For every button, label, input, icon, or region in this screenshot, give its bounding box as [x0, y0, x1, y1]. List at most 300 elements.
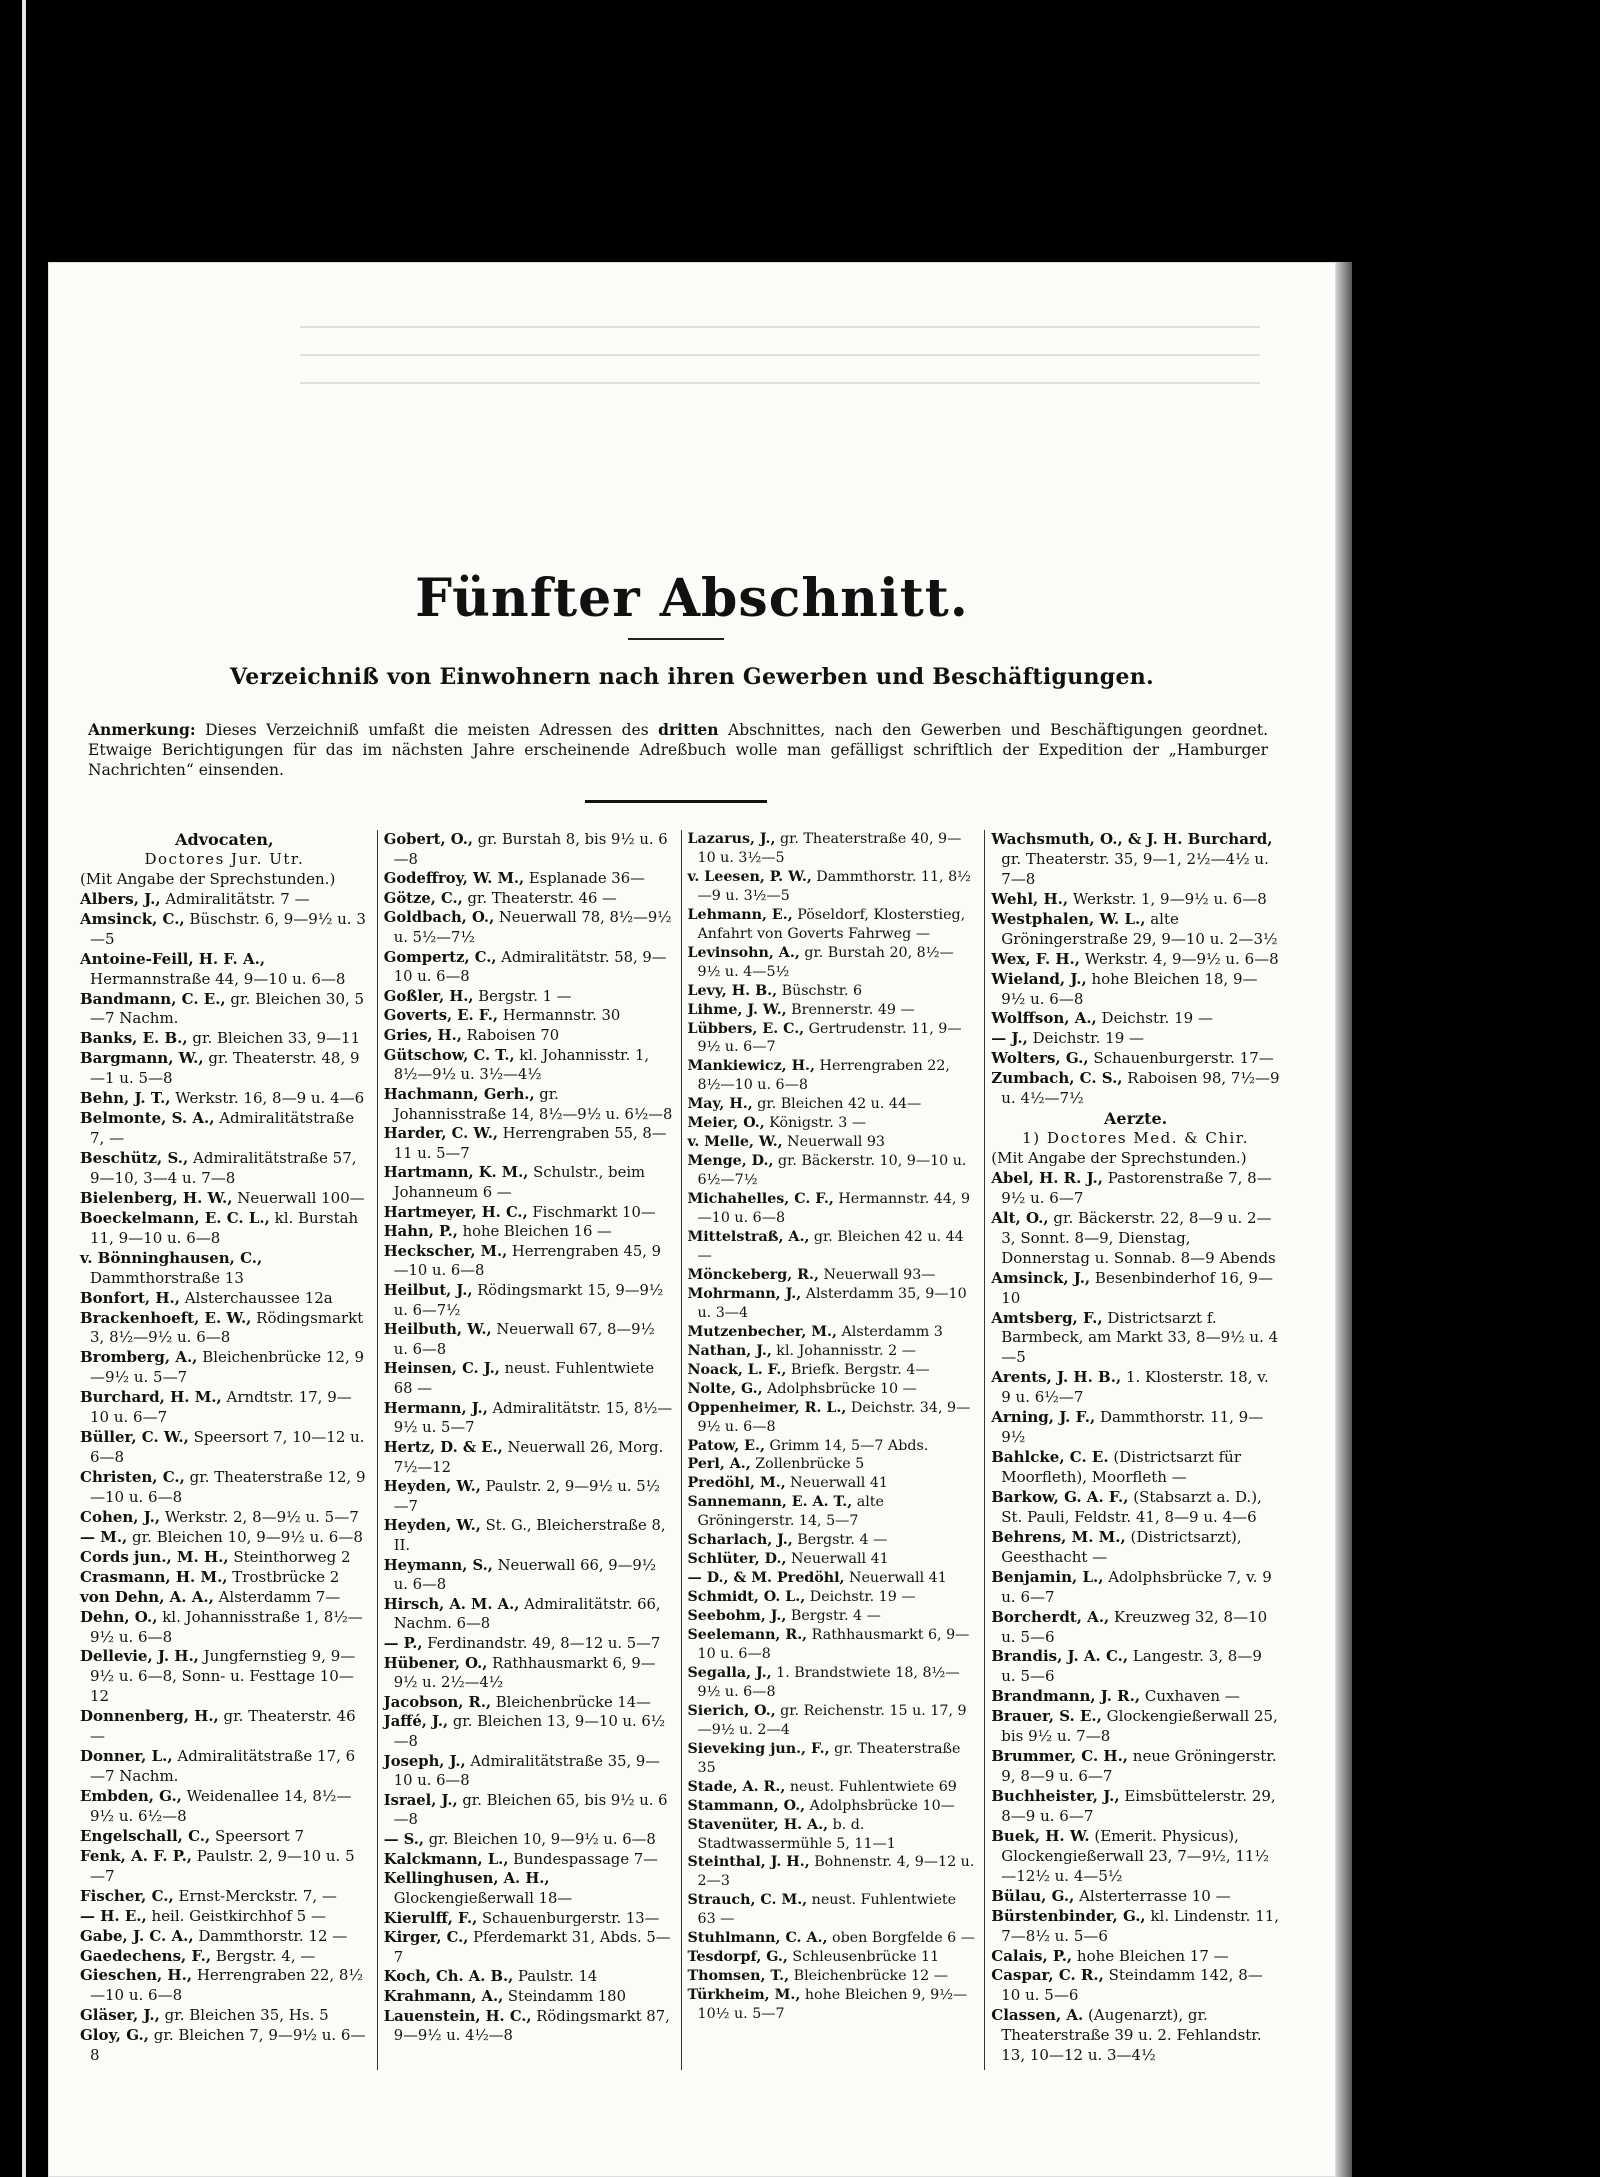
entry-address: Dammthorstr. 11, 8½—9 u. 3½—5 — [697, 868, 971, 904]
directory-entry — [688, 982, 977, 1001]
directory-entry — [688, 868, 977, 906]
entry-address: Deichstr. 19 — — [805, 1589, 916, 1606]
entry-address: Werkstr. 2, 8—9½ u. 5—7 — [160, 1507, 359, 1526]
directory-entry — [384, 908, 673, 947]
entry-name: Goverts, E. F., — [383, 1007, 499, 1025]
directory-columns — [80, 830, 1280, 2070]
directory-entry — [384, 1085, 673, 1124]
directory-entry — [991, 2006, 1280, 2066]
entry-address: Admiralitätstraße 35, 9—10 u. 6—8 — [393, 1752, 660, 1790]
entry-address: Admiralitätstr. 15, 8½—9½ u. 5—7 — [393, 1399, 673, 1437]
entry-name: — D., & M. Predöhl, — [687, 1570, 845, 1587]
entry-name: Brandis, J. A. C., — [991, 1647, 1129, 1666]
entry-address: (Districtsarzt), Geesthacht — — [1001, 1527, 1242, 1566]
entry-address: Pöseldorf, Klosterstieg, Anfahrt von Goverts Fahrweg — — [697, 906, 966, 942]
entry-name: Thomsen, T., — [687, 1968, 790, 1985]
directory-entry — [991, 1309, 1280, 1369]
directory-entry — [80, 1787, 369, 1827]
entry-address: Ernst-Merckstr. 7, — — [173, 1886, 337, 1905]
directory-entry — [688, 1664, 977, 1702]
remark-emphasis: dritten — [658, 720, 719, 739]
entry-name: Sannemann, E. A. T., — [687, 1494, 853, 1511]
entry-address: Raboisen 98, 7½—9 u. 4½—7½ — [1001, 1069, 1280, 1108]
directory-entry — [384, 1006, 673, 1026]
column-3 — [681, 830, 977, 2070]
directory-entry — [80, 1189, 369, 1209]
entry-address: Bergstr. 1 — — [473, 987, 572, 1005]
entry-address: Rödingsmarkt 15, 9—9½ u. 6—7½ — [393, 1282, 664, 1319]
directory-entry — [80, 1089, 369, 1109]
directory-entry — [384, 2007, 673, 2046]
entry-address: Rathhausmarkt 6, 9—10 u. 6—8 — [697, 1627, 970, 1662]
entry-name: Lihme, J. W., — [687, 1001, 787, 1018]
entry-address: Schleusenbrücke 11 — [787, 1949, 940, 1966]
directory-entry — [688, 1455, 977, 1474]
directory-entry — [991, 910, 1280, 950]
directory-entry — [384, 1438, 673, 1477]
entry-address: Hermannstraße 44, 9—10 u. 6—8 — [90, 969, 346, 988]
entry-address: gr. Theaterstr. 46 — — [462, 889, 617, 907]
entry-name: Dellevie, J. H., — [80, 1647, 199, 1666]
entry-address: Bergstr. 4, — — [211, 1946, 316, 1965]
directory-entry — [384, 1752, 673, 1791]
entry-address: Speersort 7 — [210, 1826, 305, 1845]
directory-entry — [80, 1647, 369, 1707]
column-2 — [377, 830, 673, 2070]
entry-address: Zollenbrücke 5 — [750, 1456, 865, 1473]
entry-address: Neuerwall 41 — [785, 1475, 888, 1492]
entry-name: Fenk, A. F. P., — [80, 1846, 193, 1865]
directory-entry — [384, 987, 673, 1007]
entry-address: gr. Reichenstr. 15 u. 17, 9—9½ u. 2—4 — [697, 1702, 967, 1738]
entry-name: Gieschen, H., — [80, 1966, 193, 1985]
directory-entry — [688, 1323, 977, 1342]
entry-address: Bleichenbrücke 12, 9—9½ u. 5—7 — [90, 1348, 365, 1387]
entry-name: Schlüter, D., — [687, 1551, 787, 1568]
entry-address: alte Gröningerstraße 29, 9—10 u. 2—3½ — [1001, 909, 1278, 948]
entry-name: Albers, J., — [80, 889, 161, 908]
directory-entry — [991, 1209, 1280, 1269]
category-heading: Advocaten, — [175, 830, 274, 849]
entry-name: Tesdorpf, G., — [687, 1949, 788, 1966]
entry-name: von Dehn, A. A., — [80, 1587, 214, 1606]
entry-name: Seelemann, R., — [687, 1627, 808, 1644]
directory-entry — [80, 1528, 369, 1548]
directory-entry — [80, 1608, 369, 1648]
entry-address: Bohnenstr. 4, 9—12 u. 2—3 — [697, 1854, 975, 1890]
entry-address: Steinthorweg 2 — [228, 1547, 351, 1566]
directory-entry — [384, 1203, 673, 1223]
entry-name: Goldbach, O., — [383, 909, 495, 927]
directory-entry — [384, 948, 673, 987]
directory-entry — [80, 1887, 369, 1907]
category-subheading: Doctores Jur. Utr. — [144, 849, 305, 868]
directory-entry — [991, 1787, 1280, 1827]
column-4 — [984, 830, 1280, 2070]
directory-entry — [80, 2006, 369, 2026]
entry-address: Ferdinandstr. 49, 8—12 u. 5—7 — [422, 1634, 661, 1652]
entry-name: v. Leesen, P. W., — [687, 868, 812, 885]
entry-address: kl. Burstah 11, 9—10 u. 6—8 — [90, 1208, 359, 1247]
directory-entry — [384, 1850, 673, 1870]
entry-address: Neuerwall 66, 9—9½ u. 6—8 — [393, 1556, 657, 1594]
entry-address: b. d. Stadtwassermühle 5, 11—1 — [697, 1816, 896, 1852]
directory-entry — [688, 1361, 977, 1380]
entry-address: Bergstr. 4 — — [786, 1608, 881, 1625]
entry-name: Bargmann, W., — [80, 1049, 204, 1068]
entry-address: gr. Theaterstraße 35 — [697, 1740, 961, 1776]
entry-address: Esplanade 36— — [524, 870, 645, 888]
entry-name: Wolffson, A., — [991, 1009, 1097, 1028]
directory-entry — [688, 1929, 977, 1948]
entry-name: — M., — [80, 1527, 128, 1546]
entry-address: Arndtstr. 17, 9—10 u. 6—7 — [90, 1388, 352, 1427]
directory-entry — [80, 1209, 369, 1249]
directory-entry — [991, 830, 1280, 890]
entry-address: Werkstr. 4, 9—9½ u. 6—8 — [1080, 949, 1279, 968]
entry-name: Westphalen, W. L., — [991, 909, 1146, 928]
entry-address: Trostbrücke 2 — [227, 1567, 340, 1586]
directory-entry — [80, 1109, 369, 1149]
entry-name: Hartmeyer, H. C., — [383, 1203, 528, 1221]
entry-name: Türkheim, M., — [687, 1987, 801, 2004]
entry-name: Donner, L., — [80, 1747, 173, 1766]
directory-entry — [80, 1388, 369, 1428]
entry-address: neue Gröningerstr. 9, 8—9 u. 6—7 — [1001, 1747, 1277, 1786]
entry-address: Büschstr. 6 — [777, 982, 863, 999]
entry-name: Calais, P., — [991, 1946, 1073, 1965]
directory-entry — [80, 1588, 369, 1608]
directory-entry — [384, 1222, 673, 1242]
entry-address: Bundespassage 7— — [508, 1850, 658, 1868]
entry-address: Rathhausmarkt 6, 9—9½ u. 2½—4½ — [393, 1654, 656, 1692]
entry-address: gr. Theaterstraße 12, 9—10 u. 6—8 — [90, 1468, 366, 1506]
entry-name: Stade, A. R., — [687, 1778, 786, 1795]
directory-entry — [688, 1778, 977, 1797]
entry-name: Heinsen, C. J., — [383, 1360, 500, 1378]
entry-name: Hertz, D. & E., — [383, 1438, 503, 1456]
entry-name: Krahmann, A., — [383, 1987, 504, 2005]
entry-name: Götze, C., — [383, 889, 463, 907]
directory-entry — [688, 1967, 977, 1986]
directory-entry — [384, 1928, 673, 1967]
entry-name: Segalla, J., — [687, 1664, 772, 1681]
entry-name: Arents, J. H. B., — [991, 1368, 1122, 1387]
directory-entry — [688, 1986, 977, 2024]
entry-name: Harder, C. W., — [383, 1125, 498, 1143]
directory-entry — [80, 1508, 369, 1528]
entry-name: Strauch, C. M., — [687, 1892, 808, 1909]
directory-entry — [688, 1114, 977, 1133]
entry-address: Rödingsmarkt 3, 8½—9½ u. 6—8 — [90, 1308, 364, 1347]
entry-address: Besenbinderhof 16, 9—10 — [1001, 1268, 1273, 1307]
directory-entry — [688, 1891, 977, 1929]
entry-address: gr. Johannisstraße 14, 8½—9½ u. 6½—8 — [393, 1085, 673, 1123]
entry-address: Paulstr. 2, 9—9½ u. 5½—7 — [393, 1478, 660, 1515]
entry-address: Dammthorstr. 12 — — [193, 1926, 348, 1945]
entry-address: kl. Johannisstr. 2 — — [771, 1342, 916, 1359]
entry-address: Jungfernstieg 9, 9—9½ u. 6—8, Sonn- u. Festtage 10—12 — [90, 1647, 356, 1706]
entry-name: Perl, A., — [687, 1456, 751, 1473]
directory-entry — [384, 1987, 673, 2007]
entry-name: Embden, G., — [80, 1787, 182, 1805]
directory-entry — [991, 1069, 1280, 1109]
directory-entry — [80, 1348, 369, 1388]
entry-name: Brandmann, J. R., — [991, 1687, 1141, 1706]
entry-address: Eimsbüttelerstr. 29, 8—9 u. 6—7 — [1001, 1787, 1276, 1825]
entry-name: Buchheister, J., — [991, 1787, 1120, 1805]
entry-address: Glockengießerwall 25, bis 9½ u. 7—8 — [1001, 1707, 1278, 1746]
entry-address: Alsterchaussee 12a — [179, 1288, 333, 1307]
entry-name: Brummer, C. H., — [991, 1747, 1129, 1766]
entry-address: Kreuzweg 32, 8—10 u. 5—6 — [1001, 1607, 1268, 1646]
entry-name: Kierulff, F., — [383, 1909, 478, 1927]
directory-entry — [688, 1020, 977, 1058]
directory-entry — [384, 1791, 673, 1830]
entry-address: Alsterdamm 7— — [213, 1587, 341, 1606]
entry-name: Gries, H., — [383, 1027, 462, 1045]
directory-entry — [384, 1556, 673, 1595]
entry-name: Benjamin, L., — [991, 1567, 1104, 1586]
entry-address: Districtsarzt f. Barmbeck, am Markt 33, 8—9½ u. 4—5 — [1001, 1308, 1279, 1367]
entry-name: Menge, D., — [687, 1153, 774, 1170]
entry-address: Adolphsbrücke 7, v. 9 u. 6—7 — [1001, 1567, 1272, 1606]
directory-entry — [688, 1740, 977, 1778]
entry-name: Heyden, W., — [383, 1478, 481, 1496]
entry-address: Schauenburgerstr. 13— — [477, 1909, 660, 1927]
entry-name: Meier, O., — [687, 1115, 765, 1132]
entry-name: Bandmann, C. E., — [80, 989, 226, 1008]
entry-address: oben Borgfelde 6 — — [827, 1930, 976, 1947]
entry-address: gr. Theaterstraße 40, 9—10 u. 3½—5 — [697, 831, 962, 866]
entry-address: Admiralitätstraße 17, 6—7 Nachm. — [90, 1747, 356, 1786]
entry-name: Hartmann, K. M., — [383, 1164, 529, 1182]
directory-entry — [688, 1399, 977, 1437]
entry-address: Herrengraben 45, 9—10 u. 6—8 — [393, 1242, 662, 1280]
entry-address: Admiralitätstraße 57, 9—10, 3—4 u. 7—8 — [90, 1149, 357, 1187]
entry-name: Banks, E. B., — [80, 1029, 188, 1048]
directory-entry — [80, 990, 369, 1030]
entry-name: Godeffroy, W. M., — [383, 870, 525, 888]
directory-entry — [991, 1528, 1280, 1568]
entry-name: Wex, F. H., — [991, 949, 1081, 968]
entry-name: Bahlcke, C. E. — [991, 1448, 1109, 1467]
directory-entry — [80, 910, 369, 950]
entry-address: Grimm 14, 5—7 Abds. — [764, 1437, 929, 1454]
entry-address: Herrengraben 22, 8½—10 u. 6—8 — [90, 1966, 363, 2005]
entry-address: Neuerwall 67, 8—9½ u. 6—8 — [393, 1321, 655, 1358]
entry-name: Lazarus, J., — [687, 831, 776, 847]
entry-address: gr. Burstah 20, 8½—9½ u. 4—5½ — [697, 944, 954, 980]
directory-entry — [384, 1320, 673, 1359]
directory-entry — [80, 1049, 369, 1089]
directory-entry — [991, 1049, 1280, 1069]
entry-address: hohe Bleichen 9, 9½—10½ u. 5—7 — [697, 1987, 968, 2023]
entry-address: neust. Fuhlentwiete 63 — — [697, 1892, 957, 1928]
entry-address: alte Gröningerstr. 14, 5—7 — [697, 1494, 884, 1530]
entry-name: Lehmann, E., — [687, 906, 793, 923]
entry-address: Briefk. Bergstr. 4— — [786, 1361, 930, 1378]
directory-entry — [80, 1149, 369, 1189]
entry-name: Boeckelmann, E. C. L., — [80, 1208, 270, 1227]
entry-address: Bergstr. 4 — — [792, 1532, 888, 1549]
section-title: Fünfter Abschnitt. — [415, 568, 969, 629]
entry-name: — J., — [991, 1029, 1028, 1048]
section-rule — [585, 800, 767, 803]
directory-entry — [80, 1289, 369, 1309]
category-subheading: 1) Doctores Med. & Chir. — [1022, 1129, 1250, 1148]
entry-name: Burchard, H. M., — [80, 1388, 222, 1407]
directory-entry — [991, 1568, 1280, 1608]
directory-entry — [384, 1477, 673, 1516]
entry-address: gr. Bleichen 30, 5—7 Nachm. — [90, 989, 365, 1028]
directory-entry — [991, 1966, 1280, 2006]
directory-entry — [991, 1448, 1280, 1488]
entry-address: Adolphsbrücke 10— — [805, 1797, 955, 1814]
scan-left-margin — [0, 0, 48, 2177]
entry-address: Neuerwall 100— — [232, 1188, 365, 1207]
category-heading: Aerzte. — [1104, 1109, 1168, 1129]
entry-name: Jaffé, J., — [383, 1713, 449, 1731]
entry-name: Koch, Ch. A. B., — [383, 1968, 514, 1986]
entry-address: Alsterterrasse 10 — — [1074, 1886, 1231, 1905]
entry-address: Herrengraben 22, 8½—10 u. 6—8 — [697, 1058, 950, 1094]
entry-address: heil. Geistkirchhof 5 — — [146, 1906, 326, 1925]
directory-entry — [384, 1693, 673, 1713]
show-through-bleed — [300, 300, 1260, 460]
directory-entry — [80, 1309, 369, 1349]
remark-text-1: Dieses Verzeichniß umfaßt die meisten Adressen des — [195, 721, 659, 739]
entry-address: hohe Bleichen 17 — — [1072, 1946, 1229, 1965]
entry-address: gr. Bleichen 35, Hs. 5 — [159, 2006, 329, 2025]
entry-address: Alsterdamm 3 — [836, 1323, 943, 1340]
entry-address: Cuxhaven — — [1140, 1687, 1240, 1706]
entry-address: Raboisen 70 — [461, 1027, 560, 1045]
directory-entry — [384, 1281, 673, 1320]
entry-address: neust. Fuhlentwiete 68 — — [393, 1360, 655, 1398]
directory-entry — [80, 1428, 369, 1468]
entry-name: Lübbers, E. C., — [687, 1020, 805, 1037]
entry-address: gr. Bleichen 7, 9—9½ u. 6—8 — [90, 2026, 366, 2065]
entry-address: Neuerwall 93 — [782, 1134, 885, 1151]
category-note: (Mit Angabe der Sprechstunden.) — [80, 869, 336, 888]
entry-name: Israel, J., — [383, 1791, 458, 1809]
directory-entry — [80, 1468, 369, 1508]
entry-name: Borcherdt, A., — [991, 1607, 1110, 1626]
entry-name: Bürstenbinder, G., — [991, 1906, 1146, 1925]
entry-name: Sierich, O., — [687, 1702, 776, 1719]
entry-address: Paulstr. 2, 9—10 u. 5—7 — [90, 1846, 355, 1885]
entry-name: Heilbut, J., — [383, 1282, 473, 1300]
entry-name: Predöhl, M., — [687, 1475, 786, 1492]
directory-entry — [688, 1607, 977, 1626]
entry-address: Werkstr. 1, 9—9½ u. 6—8 — [1068, 889, 1267, 908]
entry-address: Langestr. 3, 8—9 u. 5—6 — [1001, 1647, 1262, 1686]
entry-name: Goßler, H., — [383, 987, 474, 1005]
entry-name: Mohrmann, J., — [687, 1285, 802, 1302]
entry-name: Michahelles, C. F., — [687, 1191, 834, 1208]
entry-address: 1. Klosterstr. 18, v. 9 u. 6½—7 — [1001, 1368, 1269, 1407]
directory-entry — [688, 1057, 977, 1095]
directory-entry — [688, 1816, 977, 1854]
entry-address: Deichstr. 19 — — [1096, 1009, 1213, 1028]
entry-name: Brauer, S. E., — [991, 1707, 1102, 1726]
entry-address: Weidenallee 14, 8½—9½ u. 6½—8 — [90, 1787, 352, 1825]
entry-name: Schmidt, O. L., — [687, 1589, 806, 1606]
entry-name: Antoine-Feill, H. F. A., — [80, 949, 266, 968]
directory-entry — [991, 890, 1280, 910]
entry-name: Hirsch, A. M. A., — [383, 1595, 520, 1613]
entry-name: — H. E., — [80, 1906, 147, 1925]
directory-entry — [991, 1009, 1280, 1029]
entry-address: gr. Bleichen 13, 9—10 u. 6½—8 — [393, 1713, 666, 1751]
entry-name: Mittelstraß, A., — [687, 1229, 810, 1246]
entry-address: Hermannstr. 44, 9—10 u. 6—8 — [697, 1191, 971, 1227]
entry-name: Stavenüter, H. A., — [687, 1816, 829, 1833]
entry-name: Scharlach, J., — [687, 1532, 793, 1549]
entry-address: Werkstr. 16, 8—9 u. 4—6 — [170, 1089, 365, 1108]
directory-entry — [991, 1687, 1280, 1707]
directory-entry — [688, 944, 977, 982]
entry-name: Bonfort, H., — [80, 1288, 180, 1307]
entry-name: v. Bönninghausen, C., — [80, 1248, 263, 1267]
entry-address: gr. Bäckerstr. 22, 8—9 u. 2—3, Sonnt. 8—9, Dienstag, Donnerstag u. Sonnab. 8—9 Abends — [1001, 1208, 1276, 1267]
directory-entry — [688, 1228, 977, 1266]
directory-entry — [80, 1847, 369, 1887]
entry-address: St. G., Bleicherstraße 8, II. — [393, 1517, 666, 1554]
directory-entry — [991, 1488, 1280, 1528]
entry-address: Neuerwall 26, Morg. 7½—12 — [393, 1438, 664, 1476]
entry-name: Oppenheimer, R. L., — [687, 1399, 847, 1416]
entry-name: Crasmann, H. M., — [80, 1567, 228, 1586]
entry-address: Pastorenstraße 7, 8—9½ u. 6—7 — [1001, 1168, 1272, 1207]
entry-name: Heckscher, M., — [383, 1242, 508, 1260]
entry-name: Gaedechens, F., — [80, 1946, 212, 1965]
entry-address: Königstr. 3 — — [764, 1115, 867, 1132]
entry-name: Alt, O., — [991, 1208, 1049, 1227]
directory-entry — [384, 1026, 673, 1046]
directory-entry — [384, 869, 673, 889]
directory-entry — [991, 1887, 1280, 1907]
entry-name: Engelschall, C., — [80, 1826, 211, 1845]
directory-entry — [80, 890, 369, 910]
directory-entry — [688, 1588, 977, 1607]
entry-address: Rödingsmarkt 87, 9—9½ u. 4½—8 — [393, 2007, 670, 2045]
directory-entry — [80, 1966, 369, 2006]
entry-address: gr. Theaterstr. 48, 9—1 u. 5—8 — [90, 1049, 360, 1088]
directory-entry — [80, 1907, 369, 1927]
entry-name: Fischer, C., — [80, 1886, 174, 1905]
directory-entry — [688, 1266, 977, 1285]
entry-name: Gloy, G., — [80, 2026, 149, 2045]
directory-entry — [384, 1124, 673, 1163]
directory-entry — [384, 1046, 673, 1085]
entry-name: Wehl, H., — [991, 889, 1069, 908]
entry-address: Steindamm 180 — [503, 1987, 626, 2005]
entry-name: Amtsberg, F., — [991, 1308, 1103, 1327]
directory-entry — [688, 1437, 977, 1456]
directory-entry — [688, 1493, 977, 1531]
directory-entry — [80, 2026, 369, 2066]
entry-address: Alsterdamm 35, 9—10 u. 3—4 — [697, 1285, 967, 1321]
category-note: (Mit Angabe der Sprechstunden.) — [991, 1149, 1247, 1167]
entry-name: Gütschow, C. T., — [383, 1046, 515, 1064]
entry-name: Heyden, W., — [383, 1517, 481, 1535]
entry-name: Nolte, G., — [687, 1380, 763, 1397]
entry-address: (Stabsarzt a. D.), St. Pauli, Feldstr. 41, 8—9 u. 4—6 — [1001, 1487, 1262, 1526]
entry-address: Steindamm 142, 8—10 u. 5—6 — [1001, 1966, 1263, 2005]
directory-entry — [384, 1654, 673, 1693]
